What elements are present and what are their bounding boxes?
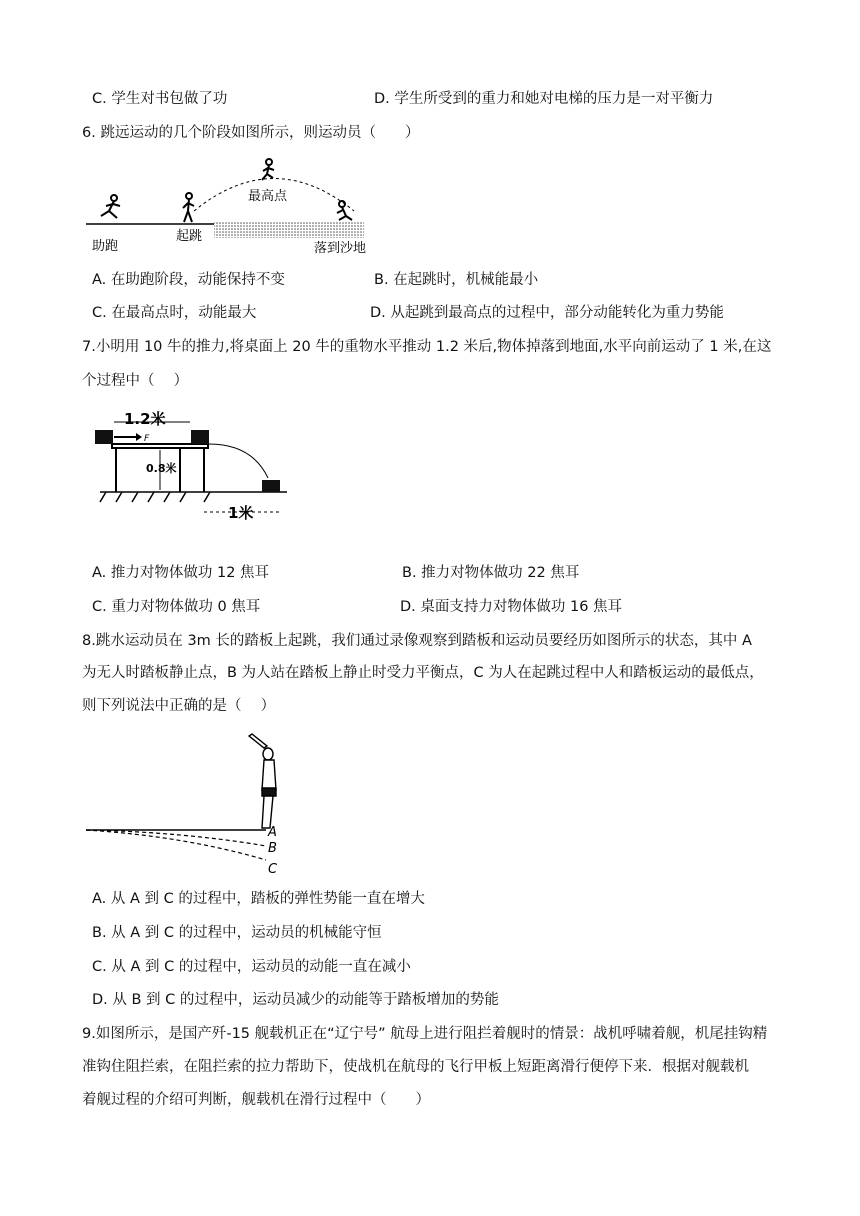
block-start — [95, 430, 113, 444]
q5-option-c: C. 学生对书包做了功 — [92, 91, 228, 107]
block-ground — [262, 480, 280, 492]
diver-figure-icon — [249, 734, 276, 828]
label-b: B — [268, 841, 277, 856]
board-c-line — [86, 830, 266, 860]
q9-stem-line-3: 着舰过程的介绍可判断，舰载机在滑行过程中（ ） — [82, 1092, 430, 1108]
board-b-line — [86, 830, 266, 846]
q7-option-b: B. 推力对物体做功 22 焦耳 — [402, 565, 580, 581]
q9-stem-line-2: 准钩住阻拦索，在阻拦索的拉力帮助下，使战机在航母的飞行甲板上短距离滑行便停下来．根据对舰载机 — [82, 1059, 749, 1075]
long-jump-figure — [84, 156, 384, 256]
q7-stem-line-2: 个过程中（ ） — [82, 373, 189, 389]
label-a: A — [268, 825, 277, 840]
label-takeoff: 起跳 — [176, 229, 203, 244]
label-height: 0.8米 — [146, 462, 177, 475]
takeoff-figure-icon — [183, 193, 194, 222]
q6-option-b: B. 在起跳时，机械能最小 — [374, 272, 539, 288]
q9-stem-line-1: 9.如图所示，是国产歼-15 舰载机正在“辽宁号” 航母上进行阻拦着舰时的情景：战机呼啸着舰，机尾挂钩精 — [82, 1026, 768, 1042]
q8-stem-line-2: 为无人时踏板静止点，B 为人站在踏板上静止时受力平衡点，C 为人在起跳过程中人和踏板运动的最低点， — [82, 665, 764, 681]
block-edge — [191, 430, 209, 444]
fall-path — [209, 444, 268, 478]
label-c: C — [268, 862, 278, 877]
landing-figure-icon — [337, 201, 352, 220]
q8-stem-line-3: 则下列说法中正确的是（ ） — [82, 698, 276, 714]
q7-option-c: C. 重力对物体做功 0 焦耳 — [92, 599, 261, 615]
label-push-distance: 1.2米 — [124, 410, 166, 428]
q8-option-c: C. 从 A 到 C 的过程中，运动员的动能一直在减小 — [92, 959, 411, 975]
diving-board-figure — [84, 728, 294, 878]
top-figure-icon — [262, 159, 274, 180]
q7-option-d: D. 桌面支持力对物体做功 16 焦耳 — [400, 599, 623, 615]
table-top — [112, 444, 208, 448]
label-run: 助跑 — [92, 239, 119, 254]
table-push-figure — [92, 408, 292, 523]
q6-option-a: A. 在助跑阶段，动能保持不变 — [92, 272, 285, 288]
label-land: 落到沙地 — [314, 241, 367, 256]
runner-figure-icon — [101, 195, 120, 218]
q6-option-d: D. 从起跳到最高点的过程中，部分动能转化为重力势能 — [370, 305, 724, 321]
q8-stem-line-1: 8.跳水运动员在 3m 长的踏板上起跳，我们通过录像观察到踏板和运动员要经历如图所示的状态，其中 A — [82, 633, 752, 649]
q8-option-d: D. 从 B 到 C 的过程中，运动员减少的动能等于踏板增加的势能 — [92, 992, 499, 1008]
label-top: 最高点 — [248, 189, 288, 204]
label-force: F — [144, 434, 150, 444]
q8-option-b: B. 从 A 到 C 的过程中，运动员的机械能守恒 — [92, 925, 382, 941]
q6-stem: 6. 跳远运动的几个阶段如图所示，则运动员（ ） — [82, 125, 420, 141]
q6-option-c: C. 在最高点时，动能最大 — [92, 305, 257, 321]
sand-pit — [214, 222, 364, 238]
q8-option-a: A. 从 A 到 C 的过程中，踏板的弹性势能一直在增大 — [92, 891, 425, 907]
label-ground-distance: 1米 — [228, 504, 254, 522]
q7-option-a: A. 推力对物体做功 12 焦耳 — [92, 565, 270, 581]
q5-option-d: D. 学生所受到的重力和她对电梯的压力是一对平衡力 — [374, 91, 714, 107]
q7-stem-line-1: 7.小明用 10 牛的推力,将桌面上 20 牛的重物水平推动 1.2 米后,物体掉落到地面,水平向前运动了 1 米,在这 — [82, 339, 772, 355]
